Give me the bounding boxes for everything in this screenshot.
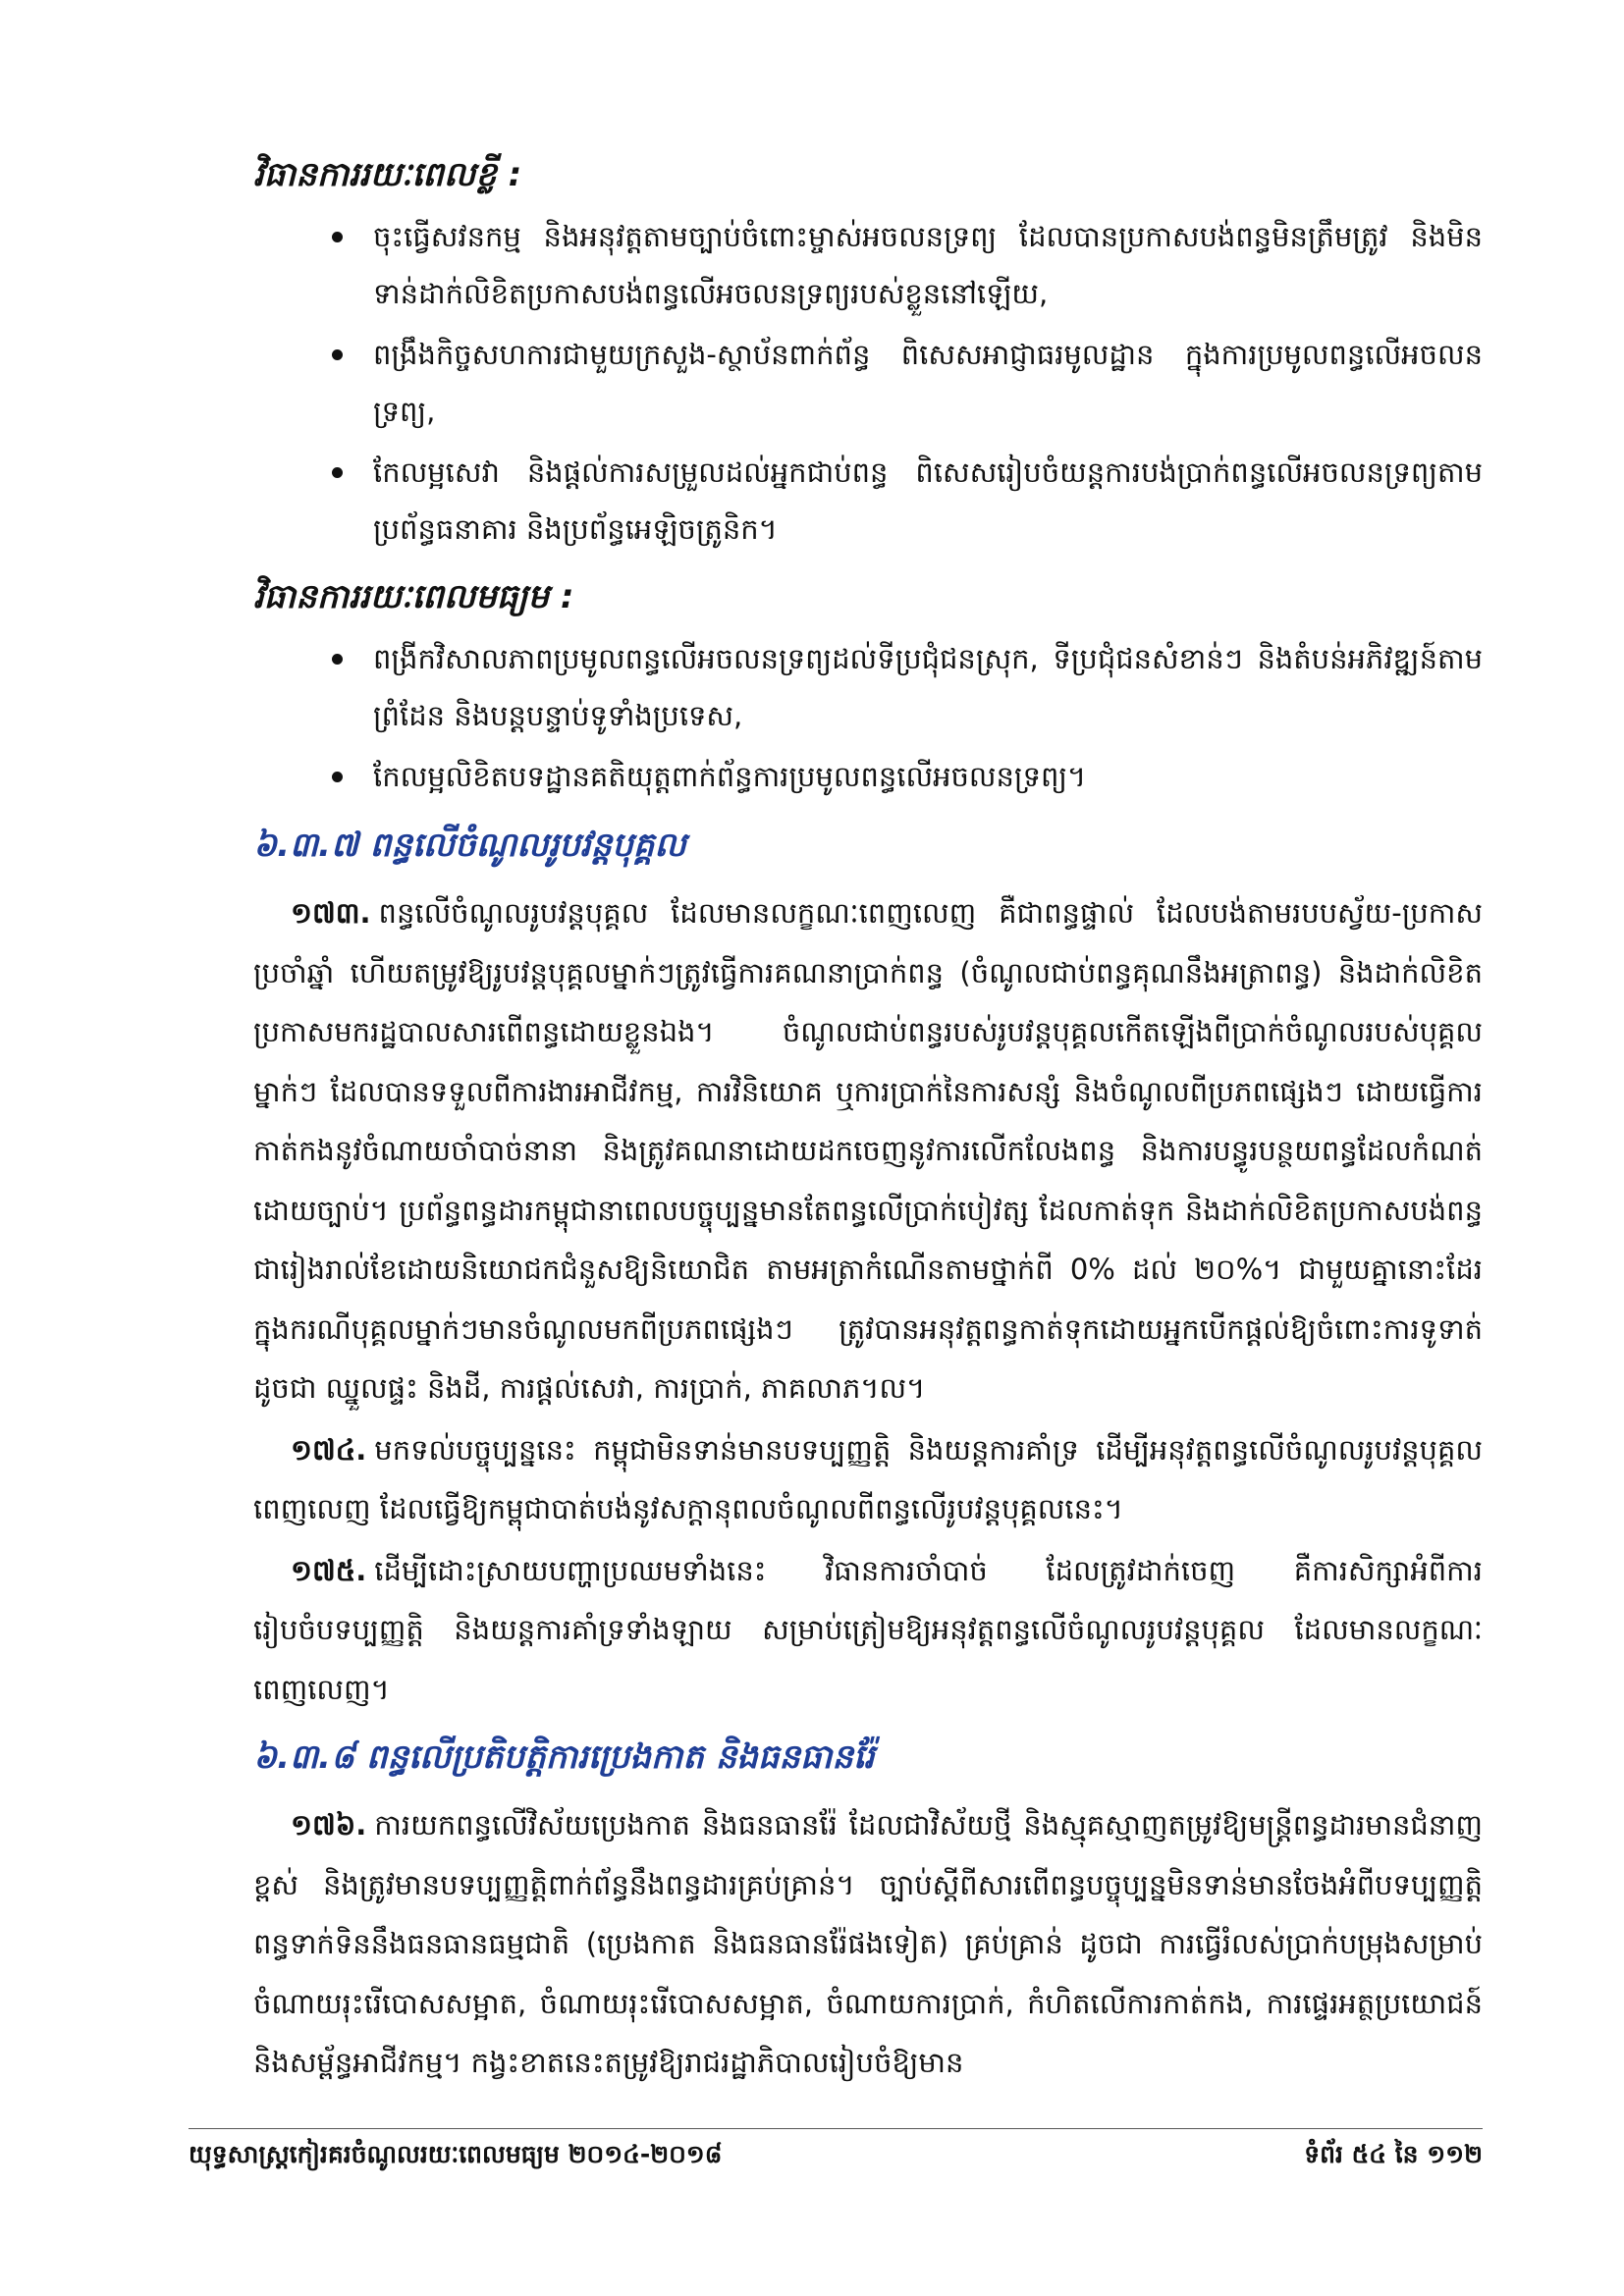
- bullet-icon: [332, 772, 343, 782]
- short-term-list: [253, 208, 1483, 558]
- paragraph-text: ដើម្បីដោះស្រាយបញ្ហាប្រឈមទាំងនេះ វិធានការចាំបាច់ ដែលត្រូវដាក់ចេញ គឺការសិក្សាអំពីការរៀបចំបទប្បញ្ញត្តិ និងយន្តការគាំទ្រទាំងឡាយ សម្រាប់ត្រៀមឱ្យអនុវត្តពន្ធលើចំណូលរូបវន្តបុគ្គល ដែលមានលក្ខណៈពេញលេញ។: [253, 1553, 1483, 1706]
- paragraph-175: [253, 1541, 1483, 1720]
- bullet-icon: [332, 467, 343, 478]
- list-item-text: កែលម្អសេវា និងផ្តល់ការសម្រួលដល់អ្នកជាប់ពន្ធ ពិសេសរៀបចំយន្តការបង់ប្រាក់ពន្ធលើអចលនទ្រព្យតាមប្រព័ន្ធធនាគារ និងប្រព័ន្ធអេឡិចត្រូនិក។: [373, 455, 1483, 546]
- footer-document-title: យុទ្ធសាស្ត្រកៀរគរចំណូលរយៈពេលមធ្យម ២០១៤-២០១៨: [189, 2140, 723, 2168]
- list-item: [373, 326, 1483, 440]
- section-heading-6-3-7: ៦.៣.៧ ពន្ធលើចំណូលរូបវន្តបុគ្គល: [253, 826, 686, 865]
- paragraph-174: [253, 1420, 1483, 1539]
- footer-divider: [189, 2128, 1483, 2129]
- page-content: [253, 147, 1483, 2095]
- list-item-text: កែលម្អលិខិតបទដ្ឋានគតិយុត្តពាក់ព័ន្ធការប្រមូលពន្ធលើអចលនទ្រព្យ។: [373, 760, 1087, 793]
- section-heading-6-3-8: ៦.៣.៨ ពន្ធលើប្រតិបត្តិការប្រេងកាត និងធនធានរ៉ែ: [253, 1737, 875, 1777]
- paragraph-text: ការយកពន្ធលើវិស័យប្រេងកាត និងធនធានរ៉ែ ដែលជាវិស័យថ្មី និងស្មុគស្មាញតម្រូវឱ្យមន្ត្រីពន្ធដារមានជំនាញខ្ពស់ និងត្រូវមានបទប្បញ្ញត្តិពាក់ព័ន្ធនឹងពន្ធដារគ្រប់គ្រាន់។ ច្បាប់ស្តីពីសារពើពន្ធបច្ចុប្បន្នមិនទាន់មានចែងអំពីបទប្បញ្ញត្តិពន្ធទាក់ទិននឹងធនធានធម្មជាតិ (ប្រេងកាត និងធនធានរ៉ែផងទៀត) គ្រប់គ្រាន់ ដូចជា ការធ្វើរំលស់ប្រាក់បម្រុងសម្រាប់ចំណាយរុះរើបោសសម្អាត, ចំណាយរុះរើបោសសម្អាត, ចំណាយការប្រាក់, កំហិតលើការកាត់កង, ការផ្ទេរអត្ថប្រយោជន៍ និងសម្ព័ន្ធអាជីវកម្ម។ កង្វះខាតនេះតម្រូវឱ្យរាជរដ្ឋាភិបាលរៀបចំឱ្យមាន: [253, 1808, 1483, 2079]
- list-item: [373, 748, 1483, 805]
- bullet-icon: [332, 232, 343, 242]
- bullet-icon: [332, 349, 343, 360]
- paragraph-176: [253, 1795, 1483, 2093]
- list-item: [373, 630, 1483, 744]
- list-item-text: ចុះធ្វើសវនកម្ម និងអនុវត្តតាមច្បាប់ចំពោះម្ចាស់អចលនទ្រព្យ ដែលបានប្រកាសបង់ពន្ធមិនត្រឹមត្រូវ និងមិនទាន់ដាក់លិខិតប្រកាសបង់ពន្ធលើអចលនទ្រព្យរបស់ខ្លួននៅឡើយ,: [373, 220, 1483, 310]
- medium-term-heading: វិធានការរយៈពេលមធ្យម :: [253, 577, 574, 616]
- list-item: [373, 444, 1483, 558]
- list-item-text: ពង្រឹងកិច្ចសហការជាមួយក្រសួង-ស្ថាប័នពាក់ព័ន្ធ ពិសេសអាជ្ញាធរមូលដ្ឋាន ក្នុងការប្រមូលពន្ធលើអចលនទ្រព្យ,: [373, 338, 1483, 428]
- paragraph-number: ១៧៣.: [291, 896, 371, 930]
- footer-page-number: ទំព័រ ៥៤ នៃ ១១២: [1304, 2140, 1483, 2168]
- paragraph-173: [253, 883, 1483, 1418]
- paragraph-number: ១៧៦.: [291, 1808, 367, 1842]
- paragraph-number: ១៧៥.: [291, 1553, 367, 1587]
- short-term-heading: វិធានការរយៈពេលខ្លី :: [253, 155, 522, 194]
- list-item: [373, 208, 1483, 322]
- paragraph-text: ពន្ធលើចំណូលរូបវន្តបុគ្គល ដែលមានលក្ខណៈពេញលេញ គឺជាពន្ធផ្ទាល់ ដែលបង់តាមរបបស្វ័យ-ប្រកាសប្រចាំឆ្នាំ ហើយតម្រូវឱ្យរូបវន្តបុគ្គលម្នាក់ៗត្រូវធ្វើការគណនាប្រាក់ពន្ធ (ចំណូលជាប់ពន្ធគុណនឹងអត្រាពន្ធ) និងដាក់លិខិតប្រកាសមករដ្ឋបាលសារពើពន្ធដោយខ្លួនឯង។ ចំណូលជាប់ពន្ធរបស់រូបវន្តបុគ្គលកើតឡើងពីប្រាក់ចំណូលរបស់បុគ្គលម្នាក់ៗ ដែលបានទទួលពីការងារអាជីវកម្ម, ការវិនិយោគ ឬការប្រាក់នៃការសន្សំ និងចំណូលពីប្រភពផ្សេងៗ ដោយធ្វើការកាត់កងនូវចំណាយចាំបាច់នានា និងត្រូវគណនាដោយដកចេញនូវការលើកលែងពន្ធ និងការបន្ធូរបន្ថយពន្ធដែលកំណត់ដោយច្បាប់។ ប្រព័ន្ធពន្ធដារកម្ពុជានាពេលបច្ចុប្បន្នមានតែពន្ធលើប្រាក់បៀវត្ស ដែលកាត់ទុក និងដាក់លិខិតប្រកាសបង់ពន្ធជារៀងរាល់ខែដោយនិយោជកជំនួសឱ្យនិយោជិត តាមអត្រាកំណើនតាមថ្នាក់ពី 0% ដល់ ២០%។ ជាមួយគ្នានោះដែរ ក្នុងករណីបុគ្គលម្នាក់ៗមានចំណូលមកពីប្រភពផ្សេងៗ ត្រូវបានអនុវត្តពន្ធកាត់ទុកដោយអ្នកបើកផ្តល់ឱ្យចំពោះការទូទាត់ ដូចជា ឈ្នួលផ្ទះ និងដី, ការផ្តល់សេវា, ការប្រាក់, ភាគលាភ។ល។: [253, 896, 1483, 1405]
- paragraph-text: មកទល់បច្ចុប្បន្ននេះ កម្ពុជាមិនទាន់មានបទប្បញ្ញត្តិ និងយន្តការគាំទ្រ ដើម្បីអនុវត្តពន្ធលើចំណូលរូបវន្តបុគ្គលពេញលេញ ដែលធ្វើឱ្យកម្ពុជាបាត់បង់នូវសក្តានុពលចំណូលពីពន្ធលើរូបវន្តបុគ្គលនេះ។: [253, 1432, 1483, 1525]
- bullet-icon: [332, 654, 343, 665]
- paragraph-number: ១៧៤.: [291, 1432, 367, 1467]
- medium-term-list: [253, 630, 1483, 805]
- list-item-text: ពង្រីកវិសាលភាពប្រមូលពន្ធលើអចលនទ្រព្យដល់ទីប្រជុំជនស្រុក, ទីប្រជុំជនសំខាន់ៗ និងតំបន់អភិវឌ្ឍន៍តាមព្រំដែន និងបន្តបន្ទាប់ទូទាំងប្រទេស,: [373, 642, 1483, 732]
